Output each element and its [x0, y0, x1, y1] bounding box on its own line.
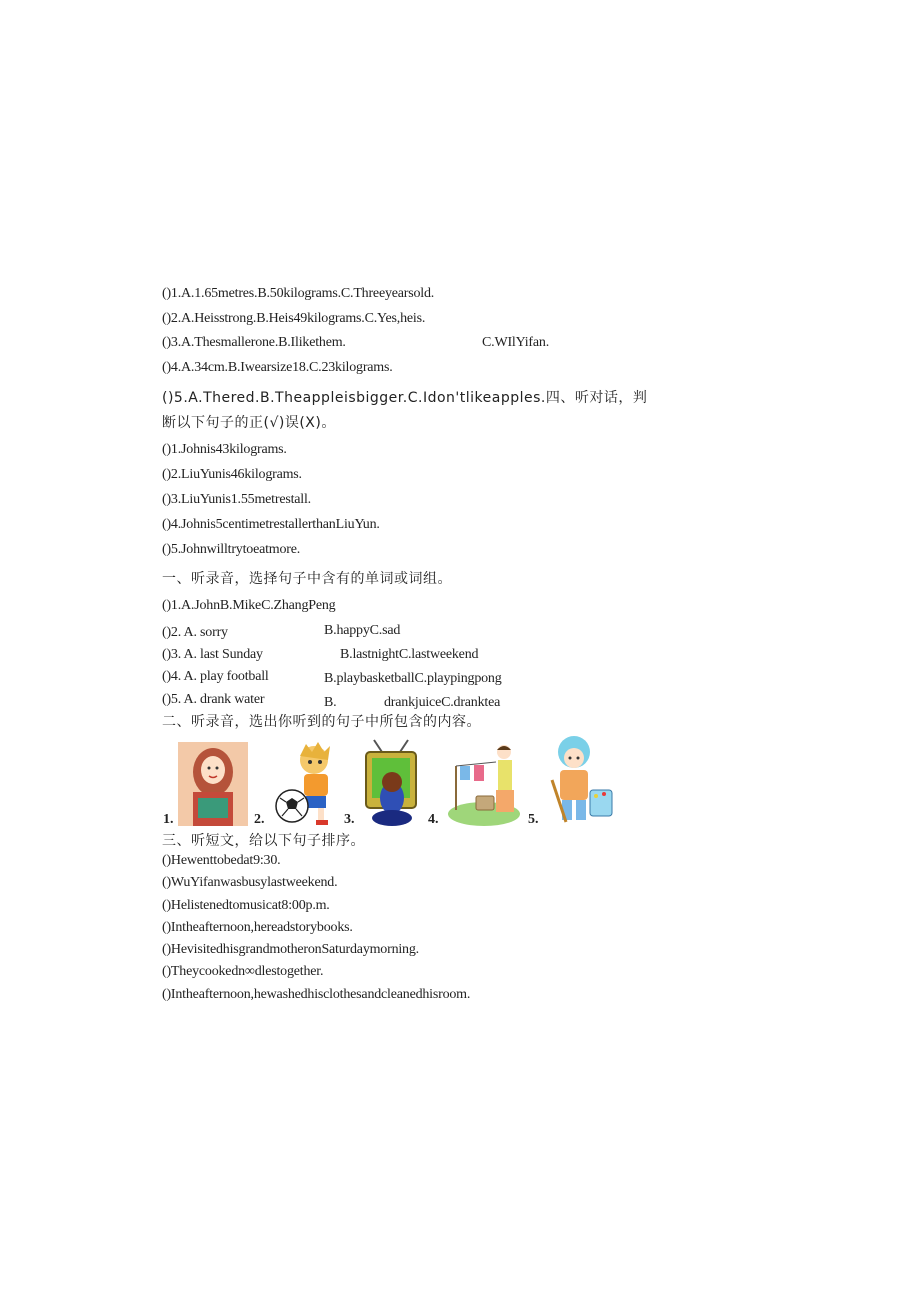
- football-boy-picture: [270, 740, 342, 826]
- order-item-2: ()WuYifanwasbusylastweekend.: [162, 875, 338, 890]
- order-item-1: ()Hewenttobedat9:30.: [162, 853, 281, 868]
- judge-item-1: ()1.Johnis43kilograms.: [162, 442, 287, 457]
- choice-item-1: ()1.A.JohnB.MikeC.ZhangPeng: [162, 598, 336, 613]
- picture-label-2: 2.: [254, 812, 265, 827]
- order-item-4: ()Intheafternoon,hereadstorybooks.: [162, 920, 353, 935]
- choice-item-2-b: B.happyC.sad: [324, 623, 401, 638]
- order-item-3: ()Helistenedtomusicat8:00p.m.: [162, 898, 330, 913]
- choice-item-3-b: B.lastnightC.lastweekend: [340, 647, 479, 662]
- picture-label-5: 5.: [528, 812, 539, 827]
- judge-item-2: ()2.LiuYunis46kilograms.: [162, 467, 302, 482]
- cleaning-room-picture: [544, 734, 616, 828]
- choice-item-3-a: ()3. A. last Sunday: [162, 647, 263, 662]
- question-5: ()5.A.Thered.B.Theappleisbigger.C.Idon'tlikeapples.四、听对话，判: [162, 390, 648, 406]
- question-3-option-c: C.WIlYifan.: [482, 335, 550, 350]
- choice-item-5-b: B.: [324, 695, 337, 710]
- picture-label-4: 4.: [428, 812, 439, 827]
- choice-item-4-b: B.playbasketballC.playpingpong: [324, 671, 502, 686]
- choice-item-2-a: ()2. A. sorry: [162, 625, 228, 640]
- picture-label-1: 1.: [163, 812, 174, 827]
- reading-girl-picture: [178, 742, 248, 826]
- question-4: ()4.A.34cm.B.Iwearsize18.C.23kilograms.: [162, 360, 393, 375]
- order-item-5: ()HevisitedhisgrandmotheronSaturdaymorning.: [162, 942, 419, 957]
- choice-item-5-c: drankjuiceC.dranktea: [384, 695, 501, 710]
- order-item-6: ()Theycookedn∞dlestogether.: [162, 964, 324, 979]
- judge-item-3: ()3.LiuYunis1.55metrestall.: [162, 492, 311, 507]
- section-three-heading: 三、听短文，给以下句子排序。: [162, 833, 365, 849]
- order-item-7: ()Intheafternoon,hewashedhisclothesandcleanedhisroom.: [162, 987, 471, 1002]
- question-1: ()1.A.1.65metres.B.50kilograms.C.Threeyearsold.: [162, 286, 435, 301]
- section-two-heading: 二、听录音，选出你听到的句子中所包含的内容。: [162, 714, 481, 730]
- washing-clothes-picture: [446, 740, 522, 828]
- choice-item-4-a: ()4. A. play football: [162, 669, 269, 684]
- watching-tv-picture: [360, 738, 422, 830]
- judge-item-5: ()5.Johnwilltrytoeatmore.: [162, 542, 301, 557]
- picture-label-3: 3.: [344, 812, 355, 827]
- section-one-heading: 一、听录音，选择句子中含有的单词或词组。: [162, 571, 452, 587]
- section-four-instruction: 断以下句子的正(√)误(X)。: [162, 415, 336, 431]
- judge-item-4: ()4.Johnis5centimetrestallerthanLiuYun.: [162, 517, 380, 532]
- question-3: ()3.A.Thesmallerone.B.Ilikethem.: [162, 335, 346, 350]
- choice-item-5-a: ()5. A. drank water: [162, 692, 265, 707]
- question-2: ()2.A.Heisstrong.B.Heis49kilograms.C.Yes,heis.: [162, 311, 426, 326]
